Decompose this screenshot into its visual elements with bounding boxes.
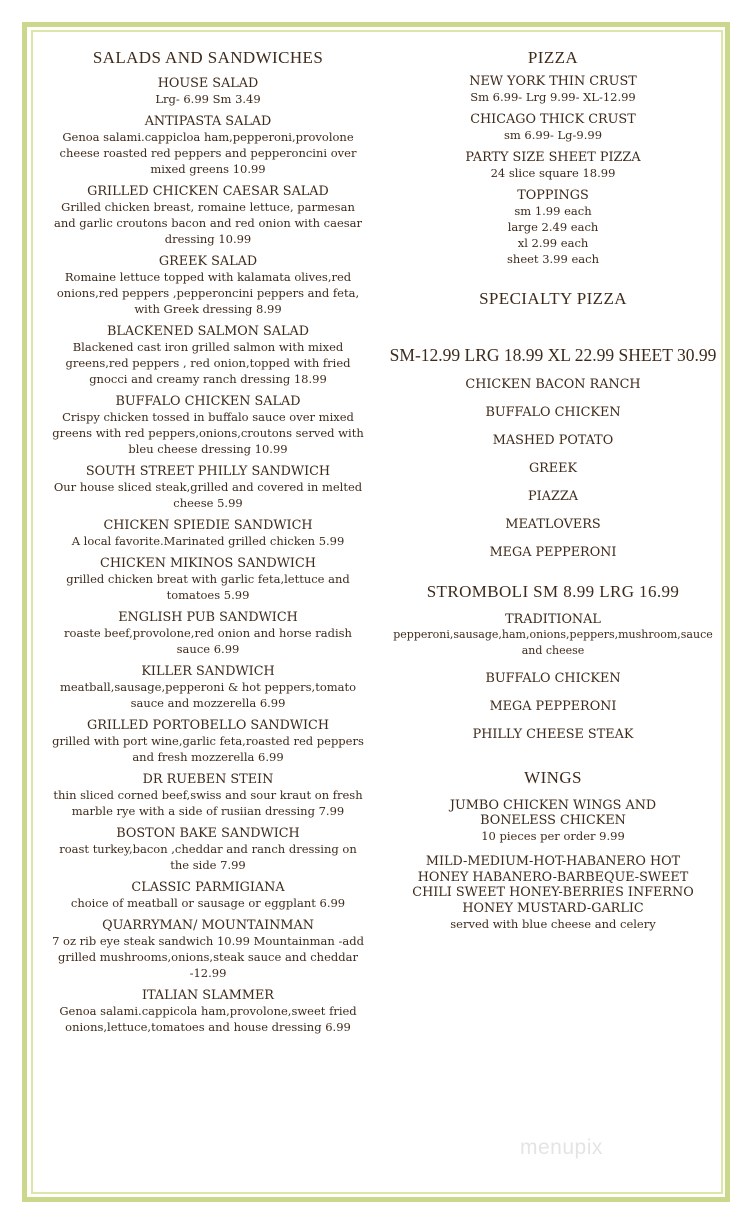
stromboli-item: MEGA PEPPERONI xyxy=(489,699,617,714)
item-desc: choice of meatball or sausage or eggplant 6.99 xyxy=(70,896,346,910)
item-desc: Romaine lettuce topped with kalamata olives,red onions,red peppers ,pepperoncini peppers and feta, with Greek dressing 8.99 xyxy=(56,270,360,316)
specialty-item: MEGA PEPPERONI xyxy=(489,545,617,560)
menu-item xyxy=(48,518,368,549)
item-name: GREEK SALAD xyxy=(158,254,258,269)
salads-sandwiches-column xyxy=(48,48,368,1042)
item-desc: A local favorite.Marinated grilled chicken 5.99 xyxy=(71,534,345,548)
item-name: CHICKEN SPIEDIE SANDWICH xyxy=(103,518,313,533)
item-desc: 7 oz rib eye steak sandwich 10.99 Mountainman -add grilled mushrooms,onions,steak sauce and cheddar -12.99 xyxy=(52,934,364,980)
item-name: HOUSE SALAD xyxy=(157,76,259,91)
item-desc: Genoa salami.cappicola ham,provolone,sweet fried onions,lettuce,tomatoes and house dressing 6.99 xyxy=(59,1004,357,1034)
item-name: SOUTH STREET PHILLY SANDWICH xyxy=(85,464,331,479)
item-desc: pepperoni,sausage,ham,onions,peppers,mushroom,sauce and cheese xyxy=(393,628,713,657)
section-title-salads-sandwiches: SALADS AND SANDWICHES xyxy=(92,48,324,67)
specialty-item: GREEK xyxy=(528,461,578,476)
item-name: PARTY SIZE SHEET PIZZA xyxy=(465,150,641,165)
menu-item xyxy=(48,918,368,981)
item-name: BUFFALO CHICKEN SALAD xyxy=(115,394,301,409)
specialty-item: PIAZZA xyxy=(528,489,578,504)
menu-item xyxy=(48,114,368,177)
pizza-column xyxy=(388,48,718,932)
item-name: CHICKEN MIKINOS SANDWICH xyxy=(100,556,316,571)
item-desc: grilled with port wine,garlic feta,roasted red peppers and fresh mozzerella 6.99 xyxy=(52,734,364,764)
menu-item xyxy=(48,184,368,247)
item-desc: thin sliced corned beef,swiss and sour kraut on fresh marble rye with a side of rusiian dressing 7.99 xyxy=(53,788,363,818)
item-name: ENGLISH PUB SANDWICH xyxy=(118,610,298,625)
stromboli-item: PHILLY CHEESE STEAK xyxy=(472,727,634,742)
item-desc: Lrg- 6.99 Sm 3.49 xyxy=(155,92,261,106)
section-title-pizza: PIZZA xyxy=(527,48,579,67)
item-name: CLASSIC PARMIGIANA xyxy=(131,880,285,895)
topping-price: large 2.49 each xyxy=(507,220,599,234)
toppings-title: TOPPINGS xyxy=(517,188,589,203)
item-name: JUMBO CHICKEN WINGS AND BONELESS CHICKEN xyxy=(449,798,657,828)
item-name: BLACKENED SALMON SALAD xyxy=(106,324,310,339)
menu-item xyxy=(388,74,718,105)
specialty-item: CHICKEN BACON RANCH xyxy=(465,377,641,392)
menu-item xyxy=(48,772,368,819)
menu-item xyxy=(48,718,368,765)
section-title-specialty-pizza: SPECIALTY PIZZA xyxy=(479,289,627,308)
section-title-stromboli: STROMBOLI SM 8.99 LRG 16.99 xyxy=(426,582,680,601)
item-desc: Blackened cast iron grilled salmon with mixed greens,red peppers , red onion,topped with fried gnocci and creamy ranch dressing 18.99 xyxy=(65,340,351,386)
menu-item xyxy=(48,254,368,317)
stromboli-item: BUFFALO CHICKEN xyxy=(485,671,621,686)
item-price: 24 slice square 18.99 xyxy=(490,166,616,180)
menu-item xyxy=(48,464,368,511)
menu-item xyxy=(388,798,718,844)
menu-item xyxy=(48,664,368,711)
menu-list xyxy=(48,76,368,1035)
menu-item xyxy=(48,610,368,657)
section-title-wings: WINGS xyxy=(524,768,582,787)
item-name: GRILLED CHICKEN CAESAR SALAD xyxy=(87,184,329,199)
item-name: BOSTON BAKE SANDWICH xyxy=(116,826,300,841)
item-price: Sm 6.99- Lrg 9.99- XL-12.99 xyxy=(470,90,636,104)
wing-sauces: MILD-MEDIUM-HOT-HABANERO HOT HONEY HABANERO-BARBEQUE-SWEET CHILI SWEET HONEY-BERRIES INFERNO HONEY MUSTARD-GARLIC xyxy=(412,854,694,916)
item-name: DR RUEBEN STEIN xyxy=(142,772,274,787)
item-price: sm 6.99- Lg-9.99 xyxy=(503,128,603,142)
item-desc: Grilled chicken breast, romaine lettuce, parmesan and garlic croutons bacon and red onion with caesar dressing 10.99 xyxy=(53,200,363,246)
topping-price: sheet 3.99 each xyxy=(507,252,599,266)
item-name: TRADITIONAL xyxy=(505,612,601,627)
menu-item xyxy=(388,112,718,143)
toppings-block xyxy=(388,188,718,267)
wings-served-with: served with blue cheese and celery xyxy=(450,917,656,931)
item-desc: grilled chicken breat with garlic feta,lettuce and tomatoes 5.99 xyxy=(66,572,350,602)
item-desc: roaste beef,provolone,red onion and horse radish sauce 6.99 xyxy=(64,626,352,656)
item-name: ITALIAN SLAMMER xyxy=(142,988,274,1003)
menu-item xyxy=(48,880,368,911)
menu-item xyxy=(388,612,718,659)
topping-price: xl 2.99 each xyxy=(517,236,589,250)
menu-item xyxy=(388,150,718,181)
specialty-pizza-prices: SM-12.99 LRG 18.99 XL 22.99 SHEET 30.99 xyxy=(389,345,717,365)
item-name: KILLER SANDWICH xyxy=(141,664,275,679)
topping-price: sm 1.99 each xyxy=(514,204,592,218)
item-desc: Crispy chicken tossed in buffalo sauce over mixed greens with red peppers,onions,croutons served with bleu cheese dressing 10.99 xyxy=(52,410,364,456)
item-price: 10 pieces per order 9.99 xyxy=(481,829,625,843)
item-desc: Our house sliced steak,grilled and covered in melted cheese 5.99 xyxy=(53,480,363,510)
specialty-item: MEATLOVERS xyxy=(505,517,601,532)
menu-item xyxy=(48,556,368,603)
menu-item xyxy=(48,826,368,873)
item-name: ANTIPASTA SALAD xyxy=(144,114,272,129)
menu-item xyxy=(48,394,368,457)
item-name: QUARRYMAN/ MOUNTAINMAN xyxy=(102,918,314,933)
item-desc: meatball,sausage,pepperoni & hot peppers,tomato sauce and mozzerella 6.99 xyxy=(59,680,357,710)
menu-item xyxy=(48,988,368,1035)
item-name: NEW YORK THIN CRUST xyxy=(469,74,637,89)
item-name: CHICAGO THICK CRUST xyxy=(470,112,636,127)
specialty-item: BUFFALO CHICKEN xyxy=(485,405,621,420)
item-desc: Genoa salami.cappicloa ham,pepperoni,provolone cheese roasted red peppers and pepperoncini over mixed greens 10.99 xyxy=(59,130,357,176)
item-name: GRILLED PORTOBELLO SANDWICH xyxy=(86,718,330,733)
menupix-watermark: menupix xyxy=(520,1136,603,1159)
menu-item xyxy=(48,324,368,387)
item-desc: roast turkey,bacon ,cheddar and ranch dressing on the side 7.99 xyxy=(59,842,357,872)
specialty-item: MASHED POTATO xyxy=(492,433,614,448)
menu-item xyxy=(48,76,368,107)
